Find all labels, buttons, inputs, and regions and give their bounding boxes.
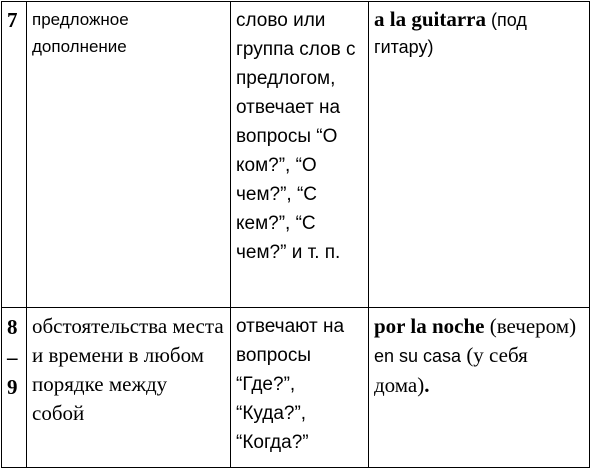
term-cell: обстоятельства места и времени в любом порядке между собой (27, 308, 231, 468)
example-translation: (под гитару) (374, 10, 527, 57)
row-number (2, 308, 27, 468)
row-number-part: 8 (7, 315, 18, 339)
example-cell (369, 2, 590, 308)
term-cell: предложное дополнение (27, 2, 231, 308)
table-row (2, 2, 590, 308)
description-cell: слово или группа слов с предлогом, отвечает на вопросы “О ком?”, “О чем?”, “С кем?”, “С чем?” и т. п. (231, 2, 369, 308)
description-cell: отвечают на вопросы “Где?”, “Куда?”, “Когда?” (231, 308, 369, 468)
grammar-table (1, 1, 590, 468)
example-spanish-bold: por la noche (374, 314, 485, 338)
example-period: . (424, 373, 430, 397)
example-spanish: en su casa (374, 346, 462, 366)
row-number: 7 (2, 2, 27, 308)
row-number-part: 9 (7, 375, 18, 399)
example-cell (369, 308, 590, 468)
table-row (2, 308, 590, 468)
example-translation: (у себя дома) (374, 343, 528, 397)
row-number-part: – (7, 345, 18, 369)
example-spanish-bold: a la guitarra (374, 7, 486, 31)
example-translation: (вечером) (484, 314, 577, 338)
